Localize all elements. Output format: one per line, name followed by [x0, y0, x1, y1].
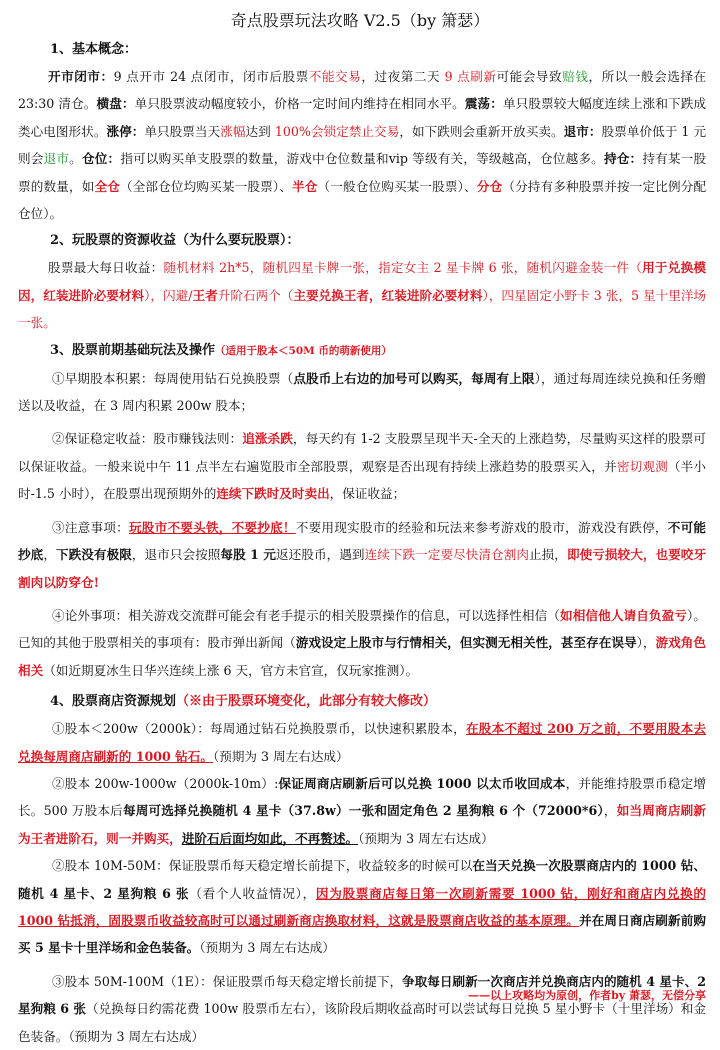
section-4-title: 4、股票商店资源规划 [50, 694, 177, 710]
highlight-refresh: 9 点刷新 [444, 69, 497, 84]
page-title: 奇点股票玩法攻略 V2.5（by 箫瑟） [230, 11, 490, 30]
highlight-prevent: 即使亏损较大，也要咬牙割肉以防穿仓! [18, 547, 707, 590]
term-limit-up: 涨停： [106, 123, 145, 139]
text: ， [603, 803, 617, 819]
highlight-weekly-exchange: 每周可选择兑换随机 4 星卡（37.8w）一张和固定角色 2 星狗粮 6 个（72000*6） [122, 803, 604, 819]
term-oscillation: 震荡： [464, 96, 503, 112]
text: 止损， [529, 547, 567, 563]
text: ）。已知的其他于股票相关的事项有：股市弹出新闻（ [18, 607, 707, 651]
highlight-principle: 因为股票商店每日第一次刷新需要 1000 钻，刚好和商店内兑换的 1000 钻抵消，固股票币收益较高时可以通过刷新商店换取材料，这就是股票商店收益的基本原理。 [18, 885, 706, 928]
highlight-half-position: 半仓 [292, 178, 318, 194]
term-holding: 持仓： [603, 151, 643, 167]
text: （预期为 3 周左右达成） [212, 748, 349, 764]
text: ，过夜第二天 [361, 69, 445, 84]
highlight-character: 游戏角色相关 [18, 635, 707, 678]
section-4-paragraph-4 [18, 968, 706, 1050]
text: （全部仓位均购买某一股票）、 [119, 178, 293, 194]
section-1-paragraph [18, 63, 706, 227]
text: 股票单价低于 1 元则会 [18, 123, 707, 167]
highlight-no-trade: 不能交易 [308, 69, 362, 84]
highlight-daily-refresh: 争取每日刷新一次商店并兑换商店内的随机 4 星卡、2 星狗粮 6 张 [18, 973, 706, 1017]
section-4-paragraph-3 [18, 852, 706, 962]
highlight-lock: 100%会锁定禁止交易 [274, 123, 400, 139]
text: ，并能维持股票币稳定增长。500 万股本后 [18, 775, 706, 819]
highlight-no-limit: 下跌没有极限 [55, 547, 132, 563]
section-2-heading: 2、玩股票的资源收益（为什么要玩股票）： [50, 233, 300, 249]
term-delist: 退市： [563, 123, 602, 139]
text: 单只股票较大幅度连续上涨和下跌成类心电图形状。 [18, 96, 707, 139]
section-4-heading [0, 688, 720, 715]
section-4-paragraph-2 [18, 770, 706, 852]
text: ，保证收益； [329, 486, 406, 502]
text: ，如下跌则会重新开放买卖。 [399, 123, 564, 139]
text: 达到 [245, 123, 275, 139]
highlight-rewards: 随机材料 2h*5，随机四星卡牌一张，指定女主 2 星卡牌 6 张，随机闪避金装一件（ [163, 260, 643, 276]
section-3-title: 3、股票前期基础玩法及操作 [50, 342, 216, 358]
text: ②股本 10M-50M：保证股票币每天稳定增长前提下，收益较多的时候可以 [52, 858, 473, 874]
section-3-paragraph-4 [18, 602, 706, 684]
term-position: 仓位： [81, 151, 121, 167]
text: ，所以一般会选择在 23:30 清仓。 [18, 69, 707, 112]
text: 。 [69, 151, 82, 167]
text: 返还股币，遇到 [276, 547, 365, 563]
text: ③注意事项： [52, 519, 129, 535]
text: ，退市只会按照 [131, 547, 221, 563]
text: ）， [636, 635, 656, 651]
text: （预期为 3 周左右达成） [199, 940, 335, 956]
text: （预期为 3 周左右达成） [358, 830, 494, 846]
text: ），通过每周连续兑换和任务赠送以及收益，在 3 周内积累 200w 股本； [18, 370, 707, 414]
text: （分持有多种股票并按一定比例分配仓位）。 [18, 178, 707, 222]
highlight-warning: 玩股市不要头铁，不要抄底！ [128, 519, 296, 535]
section-4-note: （※由于股票环境变化，此部分有较大修改） [176, 694, 437, 710]
text: 单只股票波动幅度较小，价格一定时间内维持在相同水平。 [134, 96, 465, 112]
highlight-cut-loss: 连续下跌一定要尽快清仓割肉 [364, 547, 529, 563]
highlight-king-material: 主要兑换王者，红装进阶必要材料 [293, 287, 483, 303]
highlight-own-risk: 如相信他人请自负盈亏 [560, 607, 688, 623]
highlight-delist: 退市 [43, 151, 70, 167]
text: 持有某一股票的数量，如 [18, 151, 707, 194]
text-red: ），闪避/ [144, 287, 193, 303]
highlight-split-position: 分仓 [476, 178, 503, 194]
text: ②保证稳定收益：股市赚钱法则： [52, 431, 243, 447]
section-3-paragraph-2 [18, 425, 706, 507]
highlight-sell: 连续下跌时及时卖出 [216, 486, 330, 502]
footer-credit: ——以上攻略均为原创，作者by 萧瑟，无偿分享 [468, 989, 706, 1002]
highlight-buy-plus: 点股币上右边的加号可以购买，每周有上限 [293, 370, 535, 386]
section-3-paragraph-1 [18, 365, 706, 420]
section-3-heading [0, 337, 720, 365]
highlight-chase: 追涨杀跌 [242, 431, 293, 447]
text: 可能会导致 [496, 69, 563, 84]
highlight-rise: 涨幅 [220, 123, 246, 139]
highlight-one-yuan: 每股 1 元 [220, 547, 277, 563]
text: （看个人收益情况）， [189, 885, 316, 901]
highlight-full-position: 全仓 [94, 178, 120, 194]
text: ②股本 200w-1000w（2000k-10m）: [52, 775, 279, 791]
text: 指可以购买单支股票的数量，游戏中仓位数量和vip 等级有关，等级越高，仓位越多。 [120, 151, 604, 167]
text: （如近期夏冰生日华兴连续上涨 6 天，官方未官宣，仅玩家推测）。 [43, 662, 419, 678]
highlight-observe: 密切观测 [616, 458, 668, 474]
text-red: ），四星固定小野卡 3 张，5 星十里洋场一张。 [18, 287, 707, 331]
section-3-note: （适用于股本＜50M 币的萌新使用） [215, 344, 392, 357]
text: 不要用现实股市的经验和玩法来参考游戏的股市，游戏没有跌停， [295, 519, 668, 535]
text: （兑换每日约需花费 100w 股票币左右），该阶段后期收益高时可以尝试每日兑换 5 星小野卡（十里洋场）和金色装备。（预期为 3 周左右达成） [18, 1001, 706, 1044]
highlight-no-bottom: 不可能抄底 [18, 519, 706, 563]
term-open-close: 开市闭市： [48, 69, 114, 84]
text: 单只股票当天 [144, 123, 221, 139]
text: （一般仓位购买某一股票）、 [317, 178, 477, 194]
highlight-recover: 保证周商店刷新后可以兑换 1000 以太币收回成本 [278, 775, 566, 791]
text: 股票最大每日收益： [48, 260, 164, 276]
highlight-sunday: 并在周日商店刷新前购买 5 星卡十里洋场和金色装备。 [18, 912, 706, 956]
text: ③股本 50M-100M（1E）：保证股票币每天稳定增长前提下， [52, 973, 403, 989]
text: ，每天约有 1-2 支股票呈现半天-全天的上涨趋势，尽量购买这样的股票可以保证收益。一般来说中午 11 点半左右遍览股市全部股票，观察是否出现有持续上涨趋势的股票买入，并 [18, 431, 707, 474]
text: ①早期股本积累：每周使用钻石兑换股票（ [52, 370, 294, 386]
text-red: 升阶石两个（ [217, 287, 294, 303]
text: ， [43, 547, 56, 563]
highlight-meme: 用于兑换模因，红装进阶必要材料 [18, 260, 707, 303]
highlight-no-diamond: 在股本不超过 200 万之前，不要用股本去兑换每周商店刷新的 1000 钻石。 [18, 721, 707, 764]
section-2-paragraph [18, 254, 706, 336]
text: 9 点开市 24 点闭市，闭市后股票 [113, 69, 309, 84]
highlight-king-stone: 如当周商店刷新为王者进阶石，则一并购买， [18, 803, 707, 846]
text: ④论外事项：相关游戏交流群可能会有老手提示的相关股票操作的信息，可以选择性相信（ [52, 607, 561, 623]
text: （半小时-1.5 小时），在股票出现预期外的 [18, 458, 706, 502]
section-1-heading: 1、基本概念： [50, 42, 138, 57]
highlight-news: 游戏设定上股市与行情相关，但实测无相关性，甚至存在误导 [295, 635, 637, 651]
section-3-paragraph-3 [18, 514, 706, 596]
highlight-lose-money: 赔钱 [562, 69, 589, 84]
highlight-king: 王者 [192, 287, 218, 303]
term-flat: 横盘： [96, 96, 135, 112]
text: ①股本＜200w（2000k）：每周通过钻石兑换股票币，以快速积累股本， [52, 721, 466, 737]
section-4-paragraph-1 [18, 715, 706, 770]
highlight-no-repeat: 进阶石后面均如此，不再赘述。 [181, 830, 359, 846]
highlight-daily-exchange: 在当天兑换一次股票商店内的 1000 钻、随机 4 星卡、2 星狗粮 6 张 [18, 858, 706, 901]
